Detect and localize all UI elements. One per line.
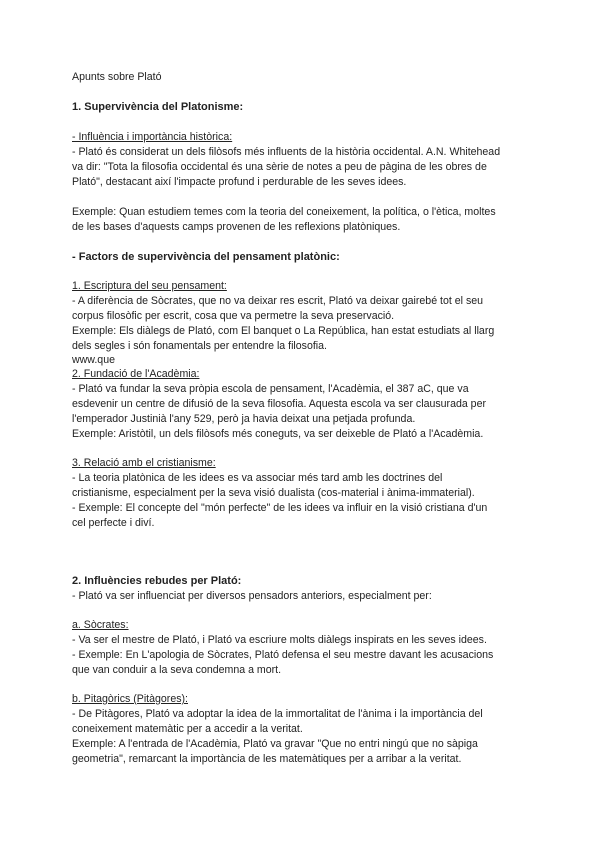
paragraph-line: cel perfecte i diví. [72, 517, 155, 529]
influence-a-title: a. Sòcrates: [72, 619, 129, 631]
paragraph-line: geometria", remarcant la importància de les matemàtiques per a arribar a la veritat. [72, 753, 462, 765]
paragraph-line: esdevenir un centre de difusió de la seva filosofia. Aquesta escola va ser clausurada per [72, 398, 486, 410]
paragraph-line: www.que [72, 354, 115, 366]
paragraph-line: cristianisme, especialment per la seva visió dualista (cos-material i ànima-immaterial). [72, 487, 475, 499]
factor-3-title: 3. Relació amb el cristianisme: [72, 457, 216, 469]
paragraph-line: - A diferència de Sòcrates, que no va deixar res escrit, Plató va deixar gairebé tot el seu [72, 295, 484, 307]
paragraph-line: que van conduir a la seva condemna a mort. [72, 664, 282, 676]
paragraph-line: - Plató va ser influenciat per diversos pensadors anteriors, especialment per: [72, 590, 432, 602]
paragraph-line: l'emperador Justinià l'any 529, però ja havia deixat una petjada profunda. [72, 413, 416, 425]
paragraph-line: - Plató va fundar la seva pròpia escola de pensament, l'Acadèmia, el 387 aC, que va [72, 383, 469, 395]
subsection-influencia-title: - Influència i importància històrica: [72, 131, 233, 143]
factor-1-title: 1. Escriptura del seu pensament: [72, 280, 227, 292]
factors-heading: - Factors de supervivència del pensament platònic: [72, 251, 340, 263]
paragraph-line: va dir: "Tota la filosofia occidental és una sèrie de notes a peu de pàgina de les obres de [72, 161, 487, 173]
paragraph-line: corpus filosòfic per escrit, cosa que va permetre la seva preservació. [72, 310, 395, 322]
paragraph-line: - Va ser el mestre de Plató, i Plató va escriure molts diàlegs inspirats en les seves idees. [72, 634, 487, 646]
section-2-heading: 2. Influències rebudes per Plató: [72, 575, 242, 587]
paragraph-line: de les bases d'aquests camps provenen de les reflexions platòniques. [72, 221, 401, 233]
paragraph-line: coneixement matemàtic per a accedir a la veritat. [72, 723, 303, 735]
paragraph-line: Exemple: Els diàlegs de Plató, com El banquet o La República, han estat estudiats al llarg [72, 325, 495, 337]
paragraph-line: Exemple: Quan estudiem temes com la teoria del coneixement, la política, o l'ètica, moltes [72, 206, 496, 218]
paragraph-line: Exemple: A l'entrada de l'Acadèmia, Plató va gravar "Que no entri ningú que no sàpiga [72, 738, 478, 750]
paragraph-line: Exemple: Aristòtil, un dels filòsofs més coneguts, va ser deixeble de Plató a l'Acadèmia. [72, 428, 484, 440]
paragraph-line: - Exemple: En L'apologia de Sòcrates, Plató defensa el seu mestre davant les acusacions [72, 649, 494, 661]
influence-b-title: b. Pitagòrics (Pitàgores): [72, 693, 188, 705]
paragraph-line: dels segles i són fonamentals per entendre la filosofia. [72, 340, 327, 352]
paragraph-line: - Exemple: El concepte del "món perfecte" de les idees va influir en la visió cristiana d'un [72, 502, 488, 514]
section-1-heading: 1. Supervivència del Platonisme: [72, 101, 244, 113]
document-title: Apunts sobre Plató [72, 71, 162, 83]
paragraph-line: - La teoria platònica de les idees es va associar més tard amb les doctrines del [72, 472, 443, 484]
paragraph-line: - Plató és considerat un dels filòsofs més influents de la història occidental. A.N. Whitehead [72, 146, 501, 158]
paragraph-line: - De Pitàgores, Plató va adoptar la idea de la immortalitat de l'ànima i la importància del [72, 708, 483, 720]
factor-2-title: 2. Fundació de l'Acadèmia: [72, 368, 200, 380]
paragraph-line: Plató", destacant així l'impacte profund i perdurable de les seves idees. [72, 176, 407, 188]
